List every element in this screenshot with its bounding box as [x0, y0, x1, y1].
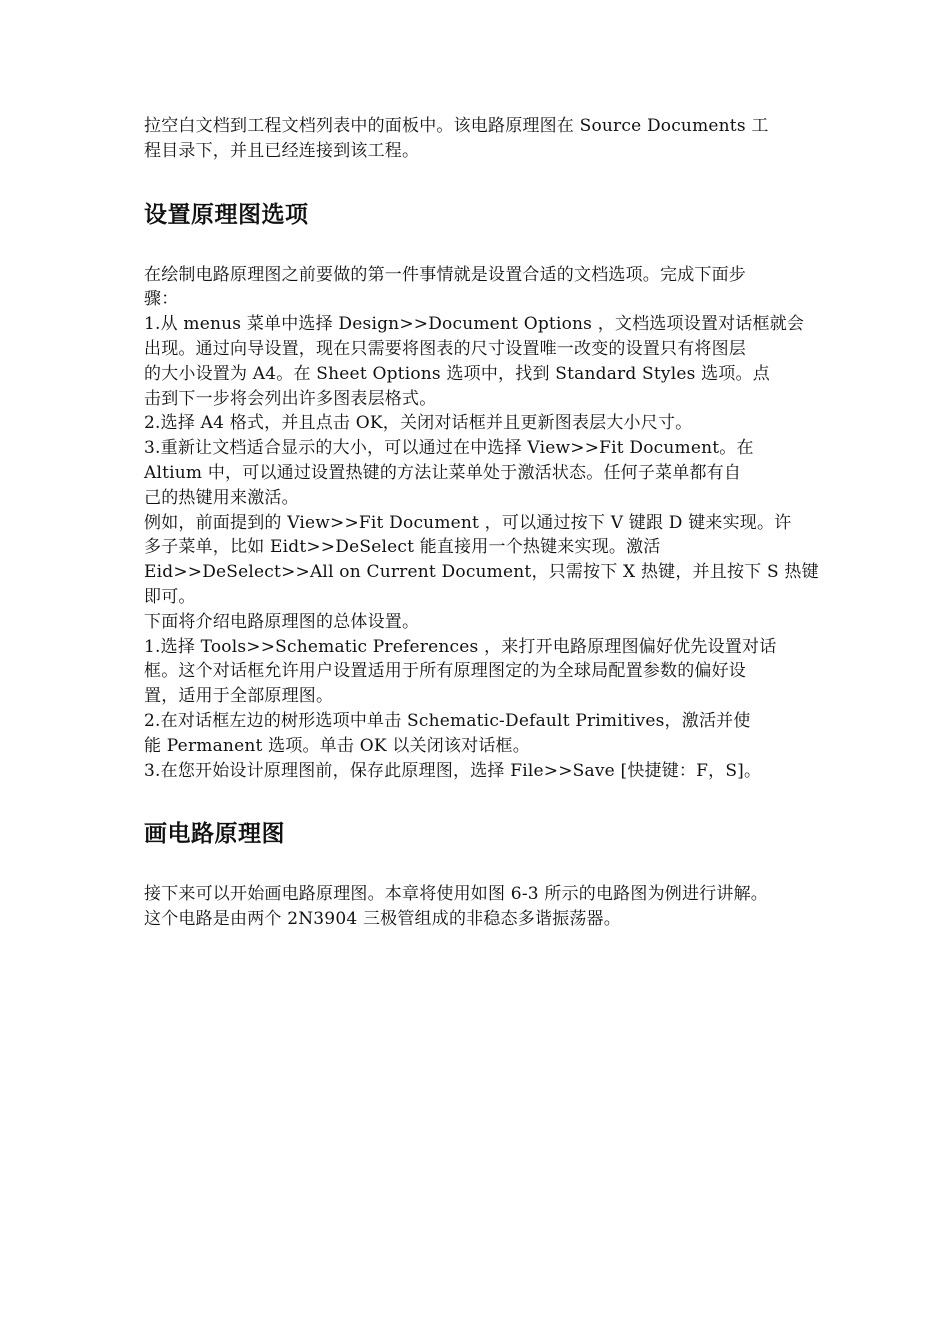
- text-line: 下面将介绍电路原理图的总体设置。: [144, 611, 420, 632]
- document-page: [144, 114, 819, 932]
- text-line: 在绘制电路原理图之前要做的第一件事情就是设置合适的文档选项。完成下面步: [144, 264, 746, 285]
- text-line: 骤：: [144, 289, 179, 310]
- text-line: Eid>>DeSelect>>All on Current Document，只需按下 X 热键，并且按下 S 热键: [144, 562, 819, 583]
- text-line: 能 Permanent 选项。单击 OK 以关闭该对话框。: [144, 735, 530, 756]
- text-line: 这个电路是由两个 2N3904 三极管组成的非稳态多谐振荡器。: [144, 909, 621, 930]
- text-line: 拉空白文档到工程文档列表中的面板中。该电路原理图在 Source Documents 工: [144, 116, 769, 136]
- text-line: 3.重新让文档适合显示的大小，可以通过在中选择 View>>Fit Document。在: [144, 438, 754, 459]
- text-line: 接下来可以开始画电路原理图。本章将使用如图 6-3 所示的电路图为例进行讲解。: [144, 884, 768, 905]
- section-heading-schematic-options: 设置原理图选项: [144, 201, 309, 228]
- text-line: 多子菜单，比如 Eidt>>DeSelect 能直接用一个热键来实现。激活: [144, 537, 661, 558]
- text-line: 置，适用于全部原理图。: [144, 686, 334, 707]
- text-line: Altium 中，可以通过设置热键的方法让菜单处于激活状态。任何子菜单都有自: [144, 462, 742, 483]
- text-line: 己的热键用来激活。: [144, 487, 299, 508]
- text-line: 1.从 menus 菜单中选择 Design>>Document Options ，文档选项设置对话框就会: [144, 314, 805, 335]
- schematic-options-paragraph: [144, 263, 819, 784]
- text-line: 击到下一步将会列出许多图表层格式。: [144, 388, 437, 409]
- section-heading-draw-schematic: 画电路原理图: [144, 821, 285, 848]
- text-line: 2.在对话框左边的树形选项中单击 Schematic-Default Primitives，激活并使: [144, 710, 751, 731]
- text-line: 3.在您开始设计原理图前，保存此原理图，选择 File>>Save [快捷键：F，S]。: [144, 760, 762, 781]
- text-line: 即可。: [144, 586, 196, 607]
- draw-schematic-paragraph: [144, 882, 812, 932]
- text-line: 的大小设置为 A4。在 Sheet Options 选项中，找到 Standard Styles 选项。点: [144, 363, 770, 384]
- text-line: 程目录下，并且已经连接到该工程。: [144, 140, 420, 161]
- text-line: 2.选择 A4 格式，并且点击 OK，关闭对话框并且更新图表层大小尺寸。: [144, 413, 693, 434]
- text-line: 框。这个对话框允许用户设置适用于所有原理图定的为全球局配置参数的偏好设: [144, 661, 746, 682]
- text-line: 例如，前面提到的 View>>Fit Document ，可以通过按下 V 键跟 D 键来实现。许: [144, 512, 792, 533]
- intro-paragraph: [144, 114, 812, 164]
- text-line: 出现。通过向导设置，现在只需要将图表的尺寸设置唯一改变的设置只有将图层: [144, 338, 746, 359]
- text-line: 1.选择 Tools>>Schematic Preferences ，来打开电路原理图偏好优先设置对话: [144, 636, 777, 657]
